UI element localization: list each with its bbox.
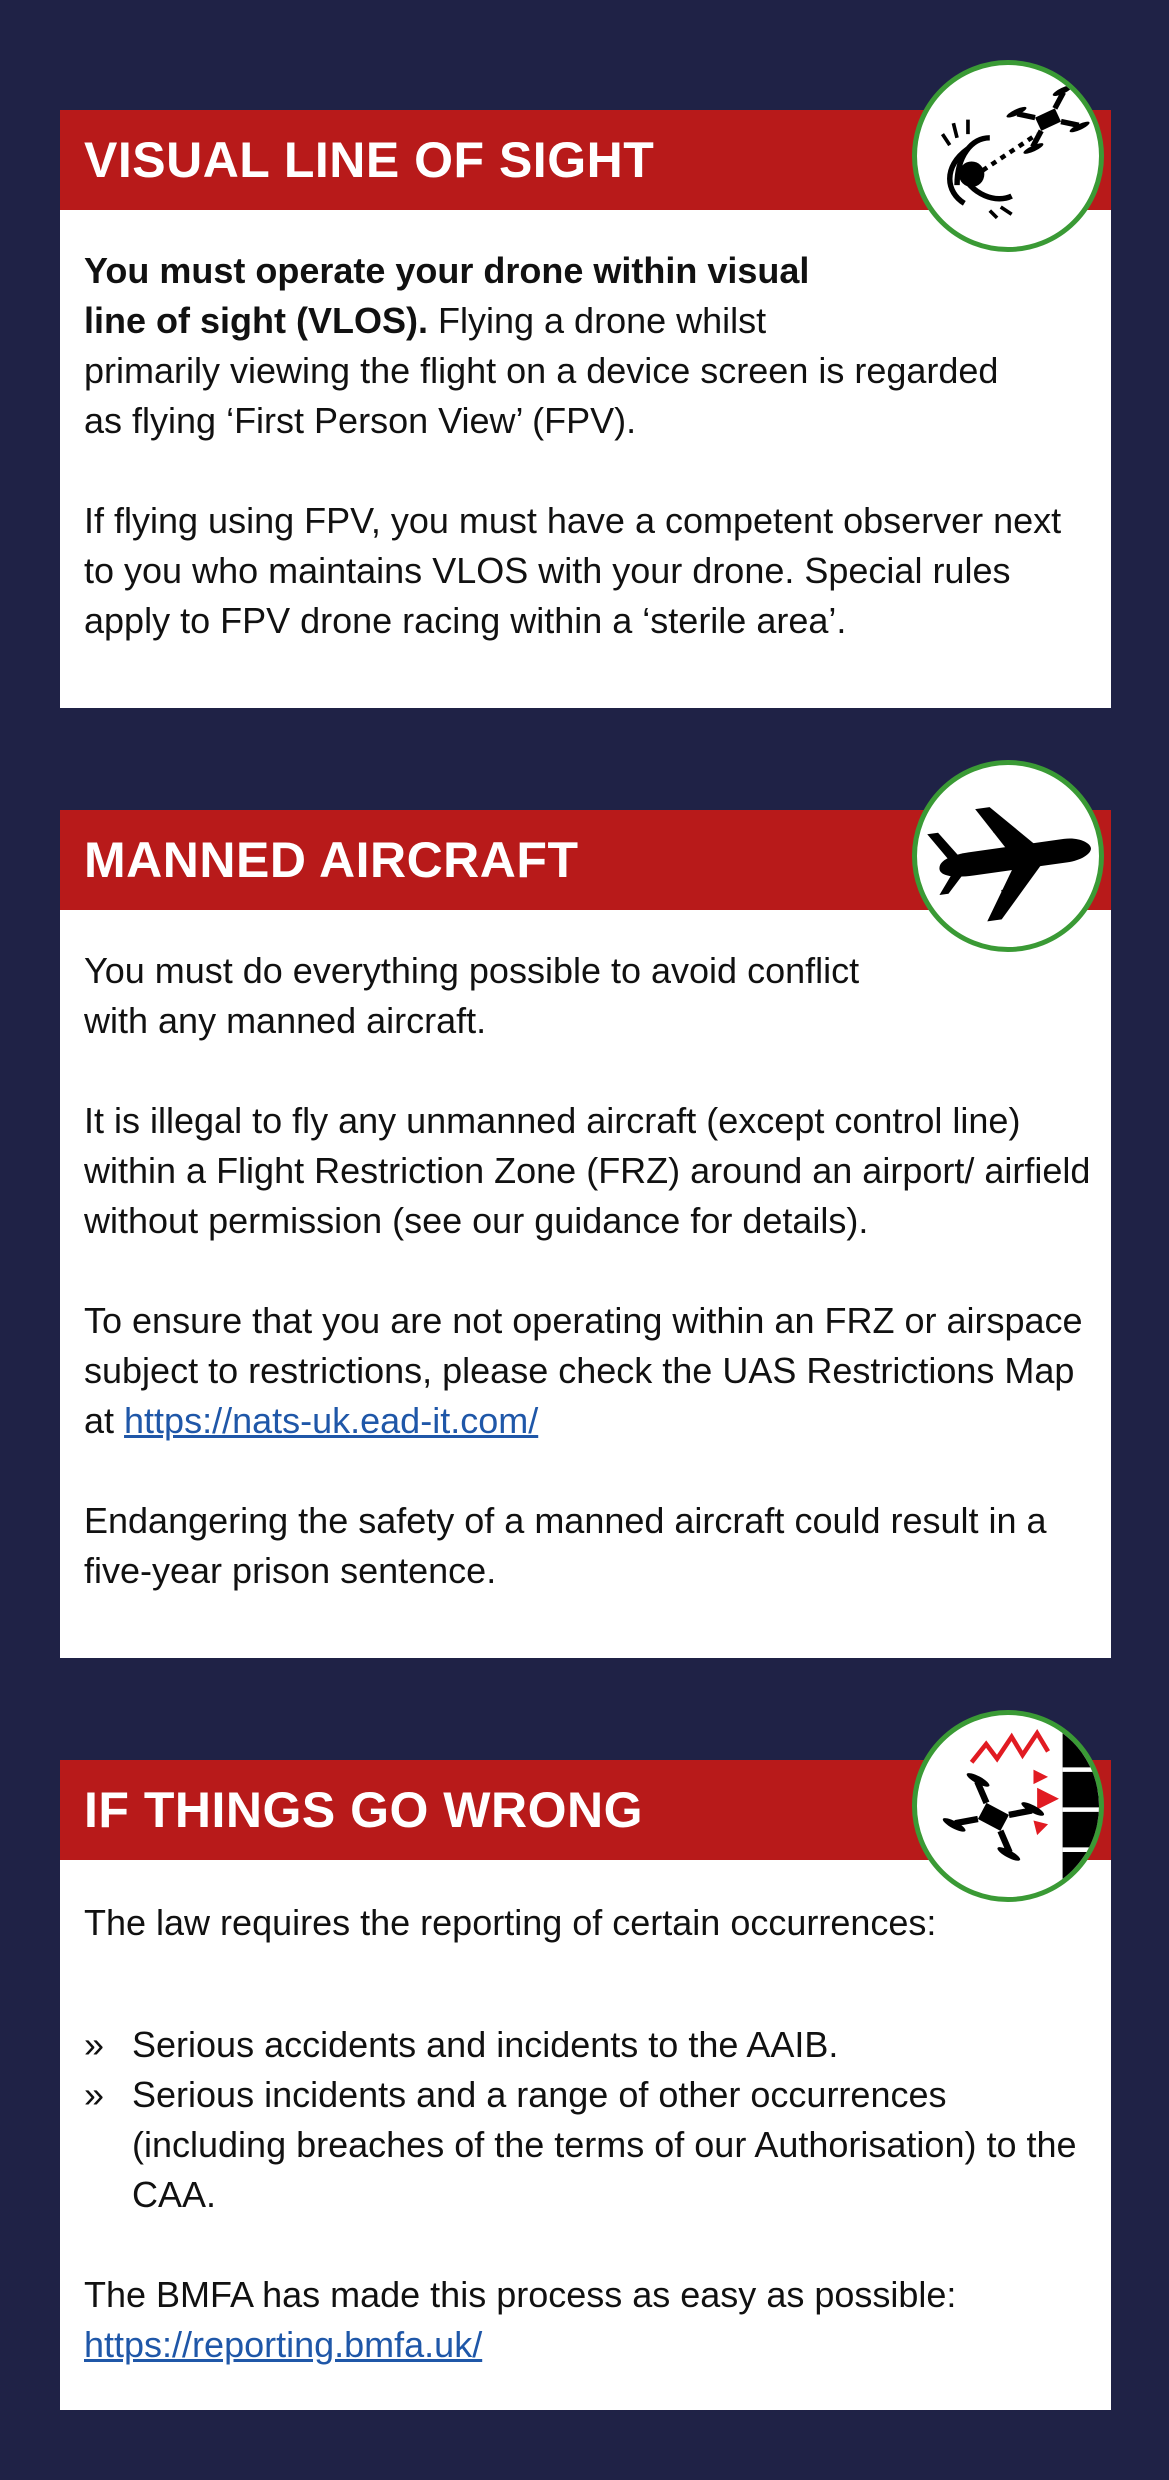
manned-paragraph-2: It is illegal to fly any unmanned aircraft (except control line) within a Flight Restriction Zone (FRZ) around an airport/ airfield without permission (see our guidance for details). [84, 1100, 1091, 1241]
spacer [84, 1246, 1094, 1296]
airplane-icon [917, 765, 1099, 947]
vlos-rest-line-2: Flying a drone whilst [428, 300, 767, 341]
wrong-paragraph-2-link-line [84, 2320, 1094, 2370]
bullet-mark: » [84, 2024, 105, 2065]
eye-drone-icon [917, 65, 1099, 247]
wrong-text-block [84, 1898, 1094, 2370]
occurrence-list [84, 2020, 1094, 2220]
bmfa-reporting-link[interactable]: https://reporting.bmfa.uk/ [84, 2324, 483, 2365]
wrong-paragraph-2: The BMFA has made this process as easy as possible: [84, 2274, 957, 2315]
wrong-paragraph-1: The law requires the reporting of certain occurrences: [84, 1902, 937, 1943]
wrong-title: IF THINGS GO WRONG [84, 1782, 643, 1838]
spacer [84, 1948, 1094, 2020]
spacer [84, 1446, 1094, 1496]
spacer [84, 1046, 1094, 1096]
spacer [84, 2220, 1094, 2270]
list-item-text: Serious incidents and a range of other occurrences (including breaches of the terms of our Authorisation) to the CAA. [132, 2074, 1077, 2215]
vlos-bold-line: You must operate your drone within visual [84, 250, 810, 291]
vlos-text-block [84, 246, 1084, 646]
manned-paragraph-3-text: To ensure that you are not operating within an FRZ or airspace subject to restrictions, please check the UAS Restrictions Map at [84, 1300, 1083, 1441]
vlos-title: VISUAL LINE OF SIGHT [84, 132, 655, 188]
vlos-badge [912, 60, 1104, 252]
manned-paragraph-3 [84, 1296, 1084, 1446]
vlos-bold-line-2: line of sight (VLOS). [84, 300, 428, 341]
manned-title: MANNED AIRCRAFT [84, 832, 579, 888]
list-item-text: Serious accidents and incidents to the AAIB. [132, 2024, 839, 2065]
vlos-line-2 [84, 296, 1084, 346]
manned-paragraph-4: Endangering the safety of a manned aircraft could result in a five-year prison sentence. [84, 1500, 1047, 1591]
vlos-line-1 [84, 246, 1084, 296]
bullet-mark: » [84, 2074, 105, 2115]
drone-crash-icon [917, 1715, 1099, 1897]
manned-paragraph-1: You must do everything possible to avoid conflict with any manned aircraft. [84, 950, 860, 1041]
vlos-paragraph-2: If flying using FPV, you must have a competent observer next to you who maintains VLOS with your drone. Special rules apply to FPV drone racing within a ‘sterile area’. [84, 500, 1062, 641]
manned-text-block [84, 946, 1094, 1596]
vlos-lines-rest: primarily viewing the flight on a device screen is regarded as flying ‘First Person View’ (FPV). [84, 350, 999, 441]
list-item [84, 2070, 1082, 2220]
manned-badge [912, 760, 1104, 952]
vlos-gap [84, 446, 1084, 496]
list-item [84, 2020, 1094, 2070]
wrong-badge [912, 1710, 1104, 1902]
uas-restrictions-map-link[interactable]: https://nats-uk.ead-it.com/ [124, 1400, 539, 1441]
